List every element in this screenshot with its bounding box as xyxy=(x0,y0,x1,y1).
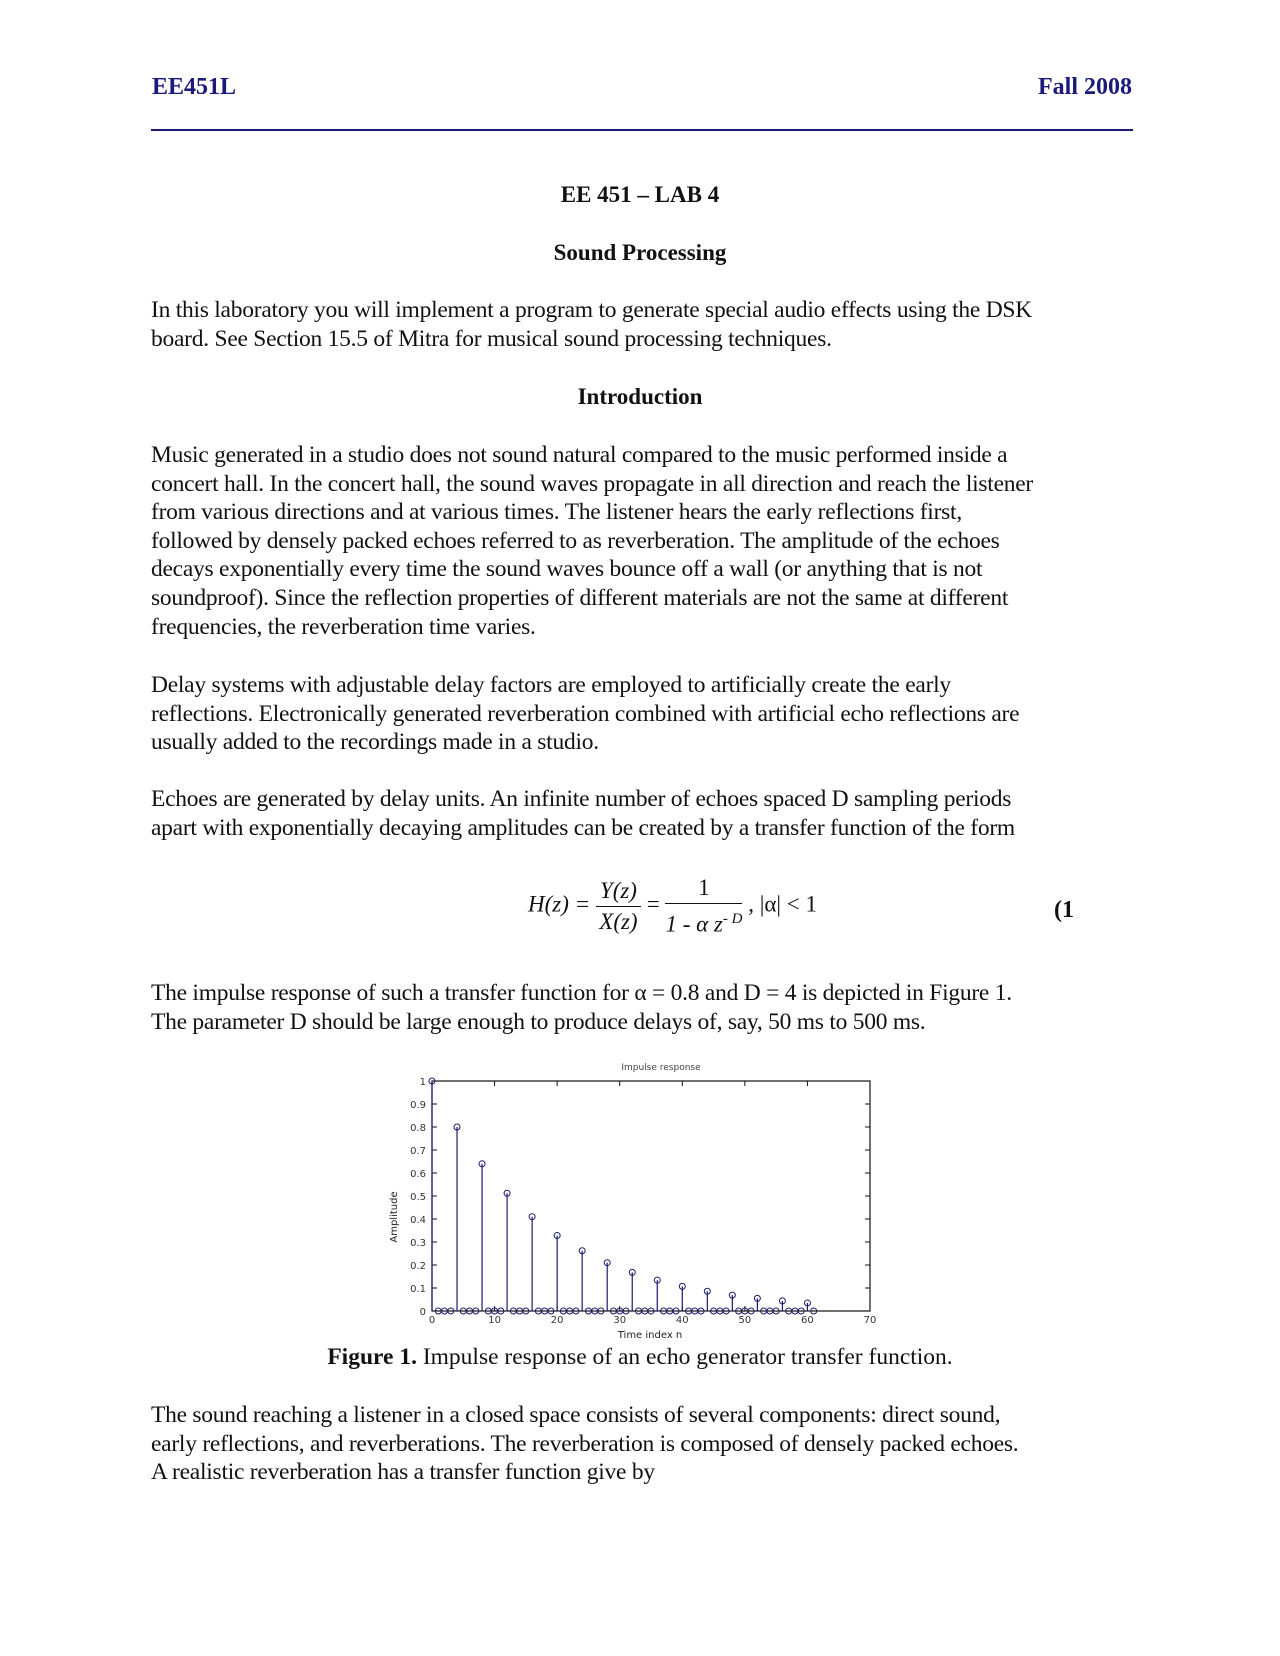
text-line: The impulse response of such a transfer function for α = 0.8 and D = 4 is depicted in Figure 1. xyxy=(151,980,1012,1006)
equation-lhs: H(z) = xyxy=(528,891,591,917)
text-line: usually added to the recordings made in a studio. xyxy=(151,729,599,756)
text-line: reflections. Electronically generated reverberation combined with artificial echo reflections are xyxy=(151,700,1020,727)
x-tick-label: 40 xyxy=(675,1315,689,1326)
equation-condition: , |α| < 1 xyxy=(748,891,817,917)
x-tick-label: 10 xyxy=(488,1315,501,1326)
y-tick-label: 0.7 xyxy=(410,1146,426,1157)
y-tick-label: 0.3 xyxy=(410,1238,426,1249)
y-tick-label: 0.4 xyxy=(410,1215,426,1226)
chart-title: Impulse response xyxy=(621,1063,701,1073)
x-tick-label: 0 xyxy=(428,1315,436,1326)
text-line: apart with exponentially decaying amplitudes can be created by a transfer function of the form xyxy=(151,814,1015,841)
plot-area xyxy=(410,1077,876,1326)
text-line: decays exponentially every time the sound waves bounce off a wall (or anything that is not xyxy=(151,556,983,583)
document-title: EE 451 – LAB 4 xyxy=(560,182,720,207)
impulse-response-chart xyxy=(380,1055,900,1345)
denominator-base: 1 - α z xyxy=(665,911,723,937)
paragraph-studio-music xyxy=(151,441,1141,641)
text-line: frequencies, the reverberation time varies. xyxy=(151,613,536,640)
chart-xlabel: Time index n xyxy=(617,1330,683,1341)
equals-sign: = xyxy=(646,891,660,917)
fraction-one-over-denominator xyxy=(665,873,742,940)
text-line: concert hall. In the concert hall, the sound waves propagate in all direction and reach the listener xyxy=(151,470,1033,497)
header-rule xyxy=(151,129,1133,131)
text-line: board. See Section 15.5 of Mitra for musical sound processing techniques. xyxy=(151,325,832,352)
paragraph-delay-systems xyxy=(151,671,1141,757)
text-line: from various directions and at various times. The listener hears the early reflections first, xyxy=(151,499,962,526)
y-tick-label: 0.6 xyxy=(410,1169,426,1180)
x-tick-label: 20 xyxy=(550,1315,564,1326)
x-tick-label: 60 xyxy=(801,1315,814,1326)
fraction-numerator: Y(z) xyxy=(596,876,641,907)
text-line: Echoes are generated by delay units. An infinite number of echoes spaced D sampling periods xyxy=(151,786,1012,812)
section-heading-introduction: Introduction xyxy=(577,384,703,409)
text-line: In this laboratory you will implement a program to generate special audio effects using the DSK xyxy=(151,297,1032,323)
x-tick-label: 30 xyxy=(613,1315,627,1326)
text-line: early reflections, and reverberations. The reverberation is composed of densely packed echoes. xyxy=(151,1430,1019,1457)
y-tick-label: 0 xyxy=(419,1307,426,1318)
header-course: EE451L xyxy=(152,74,237,100)
x-tick-label: 50 xyxy=(738,1315,752,1326)
paragraph-echoes xyxy=(151,785,1141,842)
fraction-denominator: X(z) xyxy=(599,908,638,934)
denominator-exponent: - D xyxy=(722,911,743,927)
x-tick-label: 70 xyxy=(863,1315,877,1326)
y-tick-label: 0.5 xyxy=(410,1192,426,1203)
equation-number: (1 xyxy=(1054,897,1074,923)
document-subtitle: Sound Processing xyxy=(553,240,727,265)
text-line: Music generated in a studio does not sound natural compared to the music performed inside a xyxy=(151,442,1008,468)
intro-paragraph xyxy=(151,296,1141,353)
fraction-numerator: 1 xyxy=(665,873,742,904)
y-tick-label: 0.2 xyxy=(410,1261,426,1272)
figure-caption-label: Figure 1. xyxy=(327,1344,417,1370)
text-line: A realistic reverberation has a transfer function give by xyxy=(151,1459,655,1486)
chart-ylabel: Amplitude xyxy=(389,1191,400,1243)
fraction-denominator xyxy=(665,904,742,940)
text-line: followed by densely packed echoes referred to as reverberation. The amplitude of the echoes xyxy=(151,527,1000,554)
plot-frame xyxy=(432,1081,870,1311)
y-tick-label: 0.8 xyxy=(410,1123,426,1134)
text-line: Delay systems with adjustable delay factors are employed to artificially create the early xyxy=(151,672,951,698)
text-line: soundproof). Since the reflection properties of different materials are not the same at different xyxy=(151,584,1009,611)
text-line: The sound reaching a listener in a closed space consists of several components: direct sound, xyxy=(151,1402,1001,1428)
figure-caption xyxy=(0,1344,1280,1371)
paragraph-impulse-response xyxy=(151,979,1141,1036)
transfer-function-equation xyxy=(528,873,817,943)
y-tick-label: 1 xyxy=(419,1077,426,1088)
header-term: Fall 2008 xyxy=(1038,74,1132,100)
text-line: The parameter D should be large enough to produce delays of, say, 50 ms to 500 ms. xyxy=(151,1008,926,1035)
y-tick-label: 0.9 xyxy=(410,1100,426,1111)
paragraph-reverberation xyxy=(151,1401,1141,1487)
y-tick-label: 0.1 xyxy=(410,1284,426,1295)
fraction-y-over-x xyxy=(596,876,641,937)
figure-caption-text: Impulse response of an echo generator transfer function. xyxy=(416,1344,953,1370)
